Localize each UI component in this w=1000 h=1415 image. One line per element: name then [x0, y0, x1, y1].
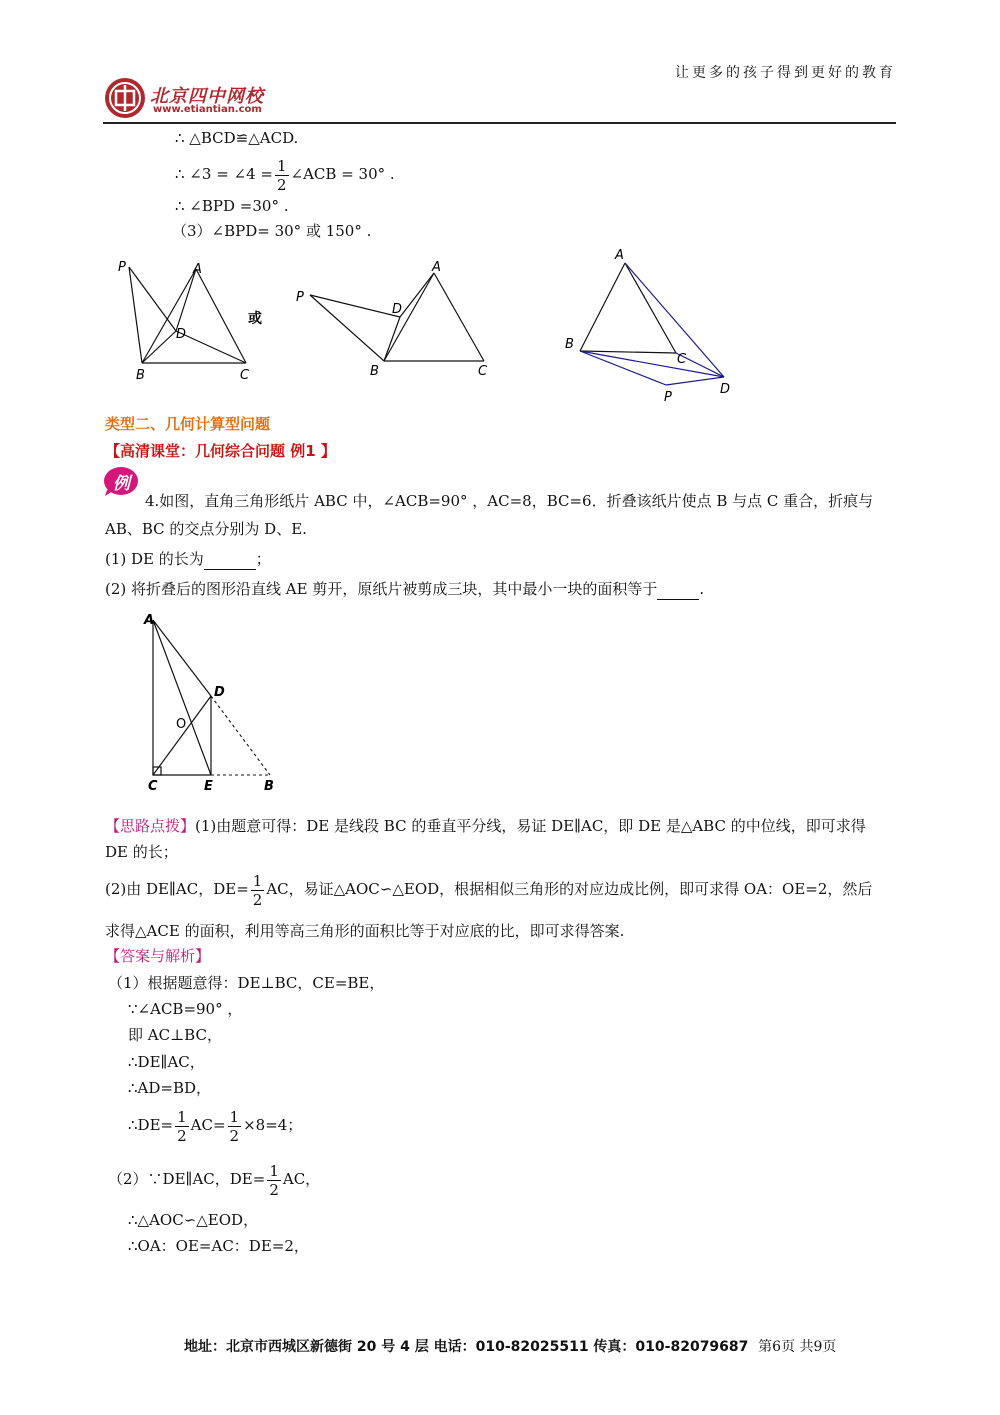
- question-1-text: (1) DE 的长为: [105, 550, 204, 568]
- problem-line-1: 4.如图，直角三角形纸片 ABC 中，∠ACB=90° ，AC=8，BC=6．折叠该纸片使点 B 与点 C 重合，折痕与: [145, 492, 874, 510]
- question-1: [105, 549, 271, 570]
- fig2-label-B: B: [370, 364, 379, 379]
- fig1-label-A: A: [193, 262, 202, 277]
- footer: [184, 1336, 836, 1356]
- fig1-label-C: C: [240, 368, 250, 383]
- hint-line-1: [105, 816, 866, 836]
- answer-line-7: [108, 1159, 320, 1199]
- fraction-numerator: 1: [177, 1107, 187, 1126]
- proof-line-2-suffix: ∠ACB = 30° .: [290, 165, 395, 183]
- answer-line-9: ∴OA：OE=AC：DE=2，: [128, 1237, 309, 1255]
- fig3-label-B: B: [565, 337, 574, 352]
- fig3-label-C: C: [677, 352, 687, 367]
- answer-blank-2[interactable]: [657, 579, 699, 600]
- hint-line-1-text: (1)由题意可得：DE 是线段 BC 的垂直平分线，易证 DE∥AC，即 DE 是△ABC 的中位线，即可求得: [195, 817, 866, 835]
- question-1-suffix: ；: [255, 550, 271, 568]
- logo-text: 北京四中网校: [150, 86, 264, 107]
- or-label: 或: [248, 311, 262, 327]
- fraction-denominator: 2: [177, 1126, 187, 1145]
- example-badge-label: 例: [113, 474, 130, 494]
- answer-line-6-suffix: ×8=4；: [243, 1116, 303, 1134]
- fraction-denominator: 2: [252, 890, 263, 909]
- fig2-label-D: D: [392, 302, 403, 317]
- main-label-O: O: [176, 717, 187, 732]
- logo: [103, 76, 147, 120]
- answer-line-8: ∴△AOC∽△EOD，: [128, 1211, 259, 1229]
- logo-url: www.etiantian.com: [153, 104, 262, 115]
- fig1-label-P: P: [118, 260, 126, 275]
- figures-top: [100, 245, 800, 410]
- fig2-label-C: C: [478, 364, 488, 379]
- main-label-D: D: [214, 685, 225, 700]
- header-divider: [103, 122, 896, 124]
- fraction-numerator: 1: [276, 156, 287, 175]
- section-title: 类型二、几何计算型问题: [105, 415, 271, 433]
- fraction-denominator: 2: [269, 1180, 279, 1199]
- example-badge: [103, 466, 139, 496]
- answer-blank-1[interactable]: [204, 549, 256, 570]
- fig2-label-P: P: [296, 290, 304, 305]
- figure-3-blue: [580, 263, 724, 385]
- header-slogan: 让更多的孩子得到更好的教育: [675, 65, 896, 81]
- hint-line-3-prefix: (2)由 DE∥AC，DE=: [105, 880, 249, 898]
- fig3-label-A: A: [615, 248, 624, 263]
- problem-line-2: AB、BC 的交点分别为 D、E.: [105, 520, 307, 538]
- hint-line-3: [105, 869, 872, 909]
- footer-address: 地址：北京市西城区新德街 20 号 4 层 电话：010-82025511 传真：010-82079687: [184, 1339, 749, 1355]
- proof-line-2-prefix: ∴ ∠3 = ∠4 =: [175, 165, 273, 183]
- fraction-numerator: 1: [229, 1107, 240, 1126]
- answer-line-7-suffix: AC，: [282, 1170, 321, 1188]
- answer-line-4: ∴DE∥AC，: [128, 1053, 205, 1071]
- proof-line-4: （3）∠BPD= 30° 或 150° .: [172, 222, 372, 240]
- answer-line-3: 即 AC⊥BC，: [128, 1026, 222, 1044]
- fraction: [228, 1108, 242, 1145]
- figure-2: [310, 273, 484, 361]
- main-label-C: C: [148, 779, 158, 794]
- proof-line-2: [175, 156, 395, 194]
- main-label-B: B: [264, 779, 274, 794]
- figure-main: [140, 610, 290, 795]
- answer-line-6-mid: AC=: [190, 1116, 226, 1134]
- page-number: 第6页 共9页: [758, 1339, 837, 1355]
- fraction-denominator: 2: [229, 1126, 240, 1145]
- question-2-suffix: .: [699, 580, 705, 598]
- fraction: [267, 1162, 281, 1199]
- logo-seal-icon: [103, 76, 147, 120]
- main-label-E: E: [204, 779, 213, 794]
- fig3-label-P: P: [664, 390, 672, 405]
- fig1-label-D: D: [176, 327, 187, 342]
- answer-line-6-prefix: ∴DE=: [128, 1116, 174, 1134]
- hint-line-3-suffix: AC，易证△AOC∽△EOD，根据相似三角形的对应边成比例，即可求得 OA：OE=2，然后: [266, 880, 873, 898]
- fraction-numerator: 1: [269, 1161, 279, 1180]
- main-label-A: A: [144, 613, 155, 628]
- hint-line-4: 求得△ACE 的面积，利用等高三角形的面积比等于对应底的比，即可求得答案.: [105, 922, 625, 940]
- class-title: 【高清课堂：几何综合问题 例1 】: [105, 442, 336, 460]
- question-2-text: (2) 将折叠后的图形沿直线 AE 剪开，原纸片被剪成三块，其中最小一块的面积等于: [105, 580, 658, 598]
- answer-line-7-prefix: （2）∵DE∥AC，DE=: [108, 1170, 266, 1188]
- proof-line-3: ∴ ∠BPD =30° .: [175, 197, 289, 215]
- figure-1: [129, 267, 246, 363]
- answer-line-1: （1）根据题意得：DE⊥BC，CE=BE，: [108, 974, 385, 992]
- fraction: [275, 157, 289, 194]
- answer-label: 【答案与解析】: [105, 947, 211, 965]
- hint-line-2: DE 的长；: [105, 843, 178, 861]
- answer-line-5: ∴AD=BD，: [128, 1079, 212, 1097]
- fig2-label-A: A: [432, 260, 441, 275]
- answer-line-6: [128, 1105, 302, 1145]
- fig3-label-D: D: [720, 382, 731, 397]
- figure-3: [580, 263, 676, 353]
- answer-line-2: ∵∠ACB=90° ，: [128, 1000, 243, 1018]
- fraction: [251, 872, 265, 909]
- fraction-numerator: 1: [252, 871, 263, 890]
- hint-label: 【思路点拨】: [105, 817, 196, 835]
- fig1-label-B: B: [136, 368, 145, 383]
- proof-line-1: ∴ △BCD≌△ACD.: [175, 129, 299, 147]
- fraction-denominator: 2: [276, 175, 287, 194]
- fraction: [175, 1108, 189, 1145]
- question-2: [105, 579, 704, 600]
